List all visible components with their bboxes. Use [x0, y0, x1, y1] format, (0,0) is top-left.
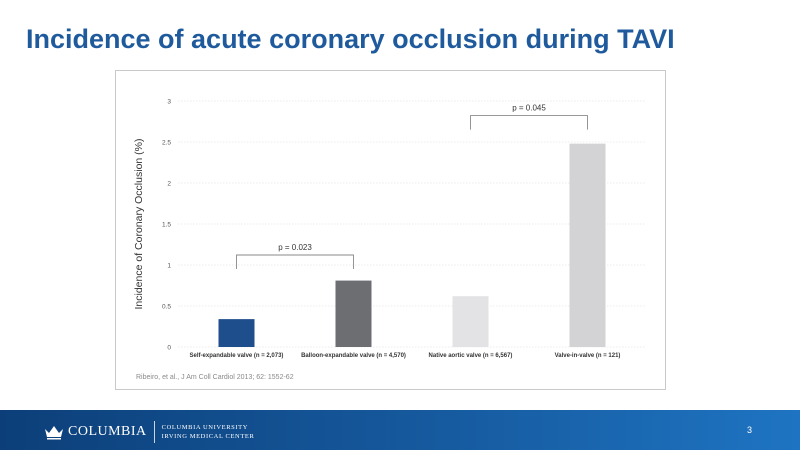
- crown-icon: [44, 424, 64, 440]
- bar: [570, 144, 606, 347]
- bar: [219, 319, 255, 347]
- y-tick-label: 2.5: [161, 139, 171, 147]
- category-label: Valve-in-valve (n = 121): [554, 353, 621, 359]
- y-tick-label: 1: [167, 262, 171, 270]
- page-number: 3: [746, 425, 752, 435]
- institution-line-2: IRVING MEDICAL CENTER: [161, 433, 255, 440]
- y-tick-label: 3: [167, 98, 171, 106]
- y-tick-label: 0: [167, 344, 171, 352]
- source-citation: Ribeiro, et al., J Am Coll Cardiol 2013; 62: 1552-62: [136, 374, 294, 381]
- institution-name: [162, 423, 255, 441]
- y-tick-label: 0.5: [161, 303, 171, 311]
- brand-name: COLUMBIA: [68, 424, 147, 439]
- columbia-logo: [44, 421, 254, 443]
- institution-line-1: COLUMBIA UNIVERSITY: [161, 424, 249, 431]
- category-label: Native aortic valve (n = 6,567): [428, 353, 513, 359]
- category-label: Balloon-expandable valve (n = 4,570): [301, 353, 406, 359]
- bar-chart: [116, 71, 667, 391]
- y-axis-title: Incidence of Coronary Occlusion (%): [133, 138, 145, 310]
- slide-title: Incidence of acute coronary occlusion during TAVI: [26, 24, 675, 54]
- category-label: Self-expandable valve (n = 2,073): [189, 353, 284, 359]
- y-tick-label: 1.5: [161, 221, 171, 229]
- significance-bracket: [471, 116, 588, 130]
- significance-bracket: [237, 255, 354, 269]
- bar: [336, 281, 372, 347]
- logo-divider: [154, 421, 155, 443]
- p-value-label: p = 0.045: [512, 103, 546, 113]
- p-value-label: p = 0.023: [278, 243, 312, 252]
- chart-frame: [115, 70, 666, 390]
- footer-bar: [0, 410, 800, 450]
- bar: [453, 296, 489, 347]
- y-tick-label: 2: [167, 180, 171, 188]
